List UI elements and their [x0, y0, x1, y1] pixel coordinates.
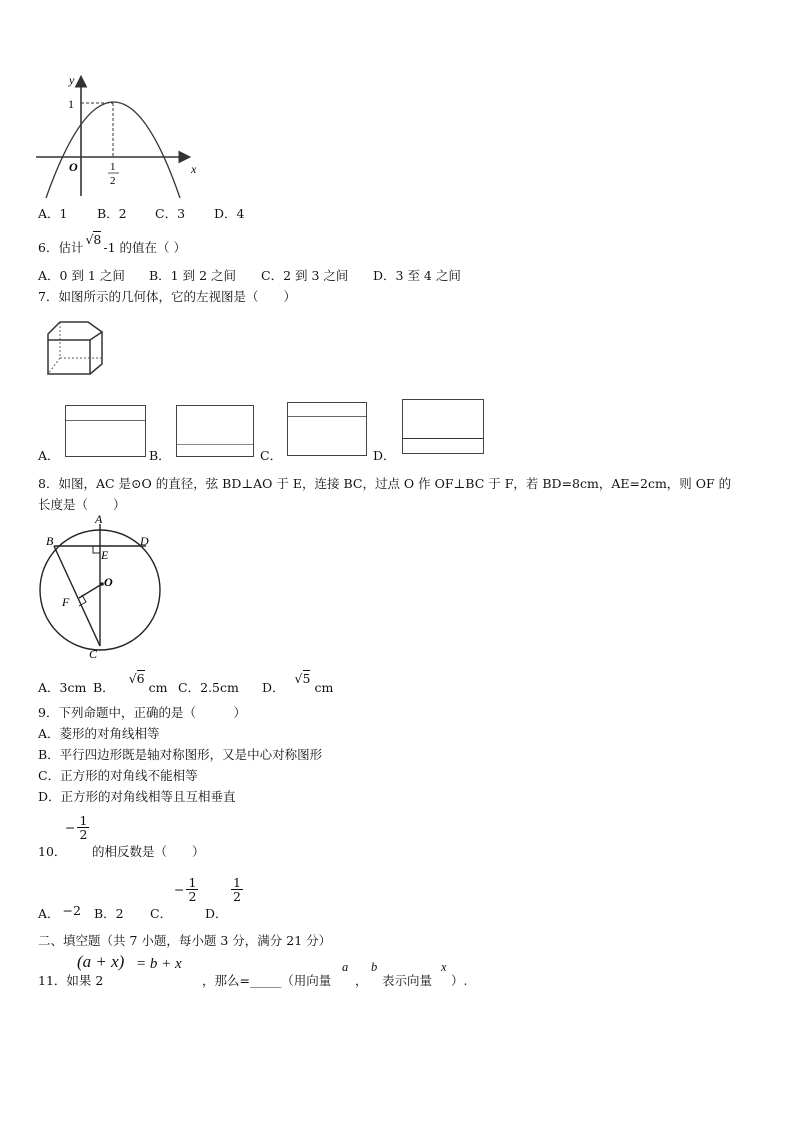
q10-frac-den: 2 — [79, 827, 88, 843]
point-o-label: O — [104, 575, 113, 589]
q11-note-end: ）. — [451, 973, 468, 988]
peak-value-label: 1 — [68, 97, 74, 111]
q9-option-c[interactable]: C．正方形的对角线不能相等 — [38, 768, 198, 783]
q7-stem: 7．如图所示的几何体，它的左视图是（ ） — [38, 289, 296, 304]
q6-stem — [38, 232, 186, 256]
q11-vec-b: b — [371, 960, 378, 974]
q6-option-d[interactable]: D．3 至 4 之间 — [373, 268, 461, 283]
q8-option-d[interactable] — [262, 671, 334, 696]
q10-option-a-label: A． — [38, 906, 60, 921]
q7-option-d[interactable]: D． — [373, 448, 396, 463]
q10-option-d-num: 1 — [233, 875, 241, 890]
q7-option-a-view[interactable] — [65, 405, 146, 457]
q5-option-b[interactable]: B．2 — [97, 206, 127, 221]
q8-option-d-radicand: 5 — [302, 671, 311, 686]
q5-option-c[interactable]: C．3 — [155, 206, 186, 221]
point-f-label: F — [62, 595, 70, 609]
point-d-label: D — [140, 534, 149, 548]
q10-option-c-minus: − — [174, 882, 185, 898]
point-c-label: C — [89, 647, 98, 660]
parabola-graph — [34, 72, 204, 200]
q7-option-c-view[interactable] — [287, 402, 367, 456]
q8-option-d-label: D． — [262, 680, 285, 695]
half-numerator: 1 — [110, 161, 116, 173]
q6-radicand: 8 — [93, 232, 102, 247]
q10-option-d-frac — [231, 876, 243, 903]
q11-sep: ， — [355, 973, 368, 988]
q11-then-text: ，那么= — [202, 973, 250, 988]
q11-note-prefix: （用向量 — [281, 973, 332, 988]
q11-prefix: 11．如果 2 — [38, 973, 104, 988]
q10-stem-suffix: 的相反数是（ ） — [92, 844, 205, 859]
y-axis-label: y — [69, 73, 75, 87]
q8-stem-line2: 长度是（ ） — [38, 497, 126, 512]
q10-option-d-label[interactable]: D． — [205, 906, 228, 921]
q10-option-d-den: 2 — [233, 889, 241, 905]
q8-stem-line1: 8．如图，AC 是⊙O 的直径，弦 BD⊥AO 于 E，连接 BC，过点 O 作 OF⊥BC 于 F，若 BD=8cm，AE=2cm，则 OF 的 — [38, 476, 732, 491]
sqrt-sign-icon: √ — [294, 671, 303, 686]
point-b-label: B — [46, 534, 54, 548]
q6-option-a[interactable]: A．0 到 1 之间 — [38, 268, 125, 283]
q7-option-c-line — [288, 416, 366, 417]
q9-option-d[interactable]: D．正方形的对角线相等且互相垂直 — [38, 789, 236, 804]
q11-note-mid: 表示向量 — [382, 973, 433, 988]
q8-option-d-sqrt — [295, 671, 311, 686]
q8-option-b-sqrt — [129, 671, 145, 686]
q10-option-b[interactable]: B．2 — [94, 906, 124, 921]
q8-option-b[interactable] — [93, 671, 168, 696]
q7-option-a[interactable]: A． — [38, 448, 60, 463]
q8-option-a[interactable]: A．3cm — [38, 680, 87, 695]
q10-number: 10． — [38, 844, 67, 859]
q11-expr-eq: = b + x — [136, 956, 182, 972]
q10-option-d-fraction[interactable] — [231, 876, 243, 903]
q9-option-a[interactable]: A．菱形的对角线相等 — [38, 726, 160, 741]
q8-option-b-unit: cm — [148, 680, 168, 695]
q11-then — [202, 971, 331, 989]
q8-option-b-radicand: 6 — [136, 671, 145, 686]
q10-option-c-den: 2 — [188, 889, 197, 905]
q7-option-b-view[interactable] — [176, 405, 254, 457]
q11-expr-paren: (a + x) — [77, 952, 125, 971]
point-a-label: A — [95, 512, 103, 526]
q7-option-c[interactable]: C． — [260, 448, 283, 463]
q6-stem-suffix: -1 的值在（ ） — [103, 240, 186, 255]
q10-frac — [77, 814, 89, 841]
q8-option-b-label: B． — [93, 680, 115, 695]
q6-option-b[interactable]: B．1 到 2 之间 — [149, 268, 237, 283]
q11-vec-a: a — [342, 960, 349, 974]
q10-option-a-value: −2 — [62, 903, 81, 918]
q5-option-a[interactable]: A．1 — [38, 206, 68, 221]
q6-sqrt — [85, 232, 101, 247]
origin-label: O — [69, 160, 78, 174]
q7-option-d-view[interactable] — [402, 399, 484, 454]
q11-vec-x: x — [441, 960, 447, 974]
q10-option-a[interactable] — [38, 904, 81, 922]
q6-stem-prefix: 6．估计 — [38, 240, 84, 255]
q7-option-d-line — [403, 438, 483, 439]
q7-solid-figure — [40, 318, 106, 378]
section2-heading: 二、填空题（共 7 小题，每小题 3 分，满分 21 分） — [38, 933, 332, 948]
q8-circle-figure — [34, 512, 168, 660]
q8-option-c[interactable]: C．2.5cm — [178, 680, 239, 695]
q7-option-b-line — [177, 444, 253, 445]
q7-option-a-line — [66, 420, 145, 421]
x-axis-label: x — [191, 162, 197, 176]
q8-option-d-unit: cm — [314, 680, 334, 695]
point-e-label: E — [101, 548, 109, 562]
q5-option-d[interactable]: D．4 — [214, 206, 245, 221]
q10-frac-num: 1 — [79, 813, 88, 828]
q11-answer-blank[interactable]: _____ — [249, 973, 282, 988]
q10-option-c-frac — [186, 876, 198, 903]
half-denominator: 2 — [110, 175, 116, 187]
q9-option-b[interactable]: B．平行四边形既是轴对称图形，又是中心对称图形 — [38, 747, 323, 762]
sqrt-sign-icon: √ — [85, 232, 94, 247]
q10-fraction — [65, 814, 89, 841]
sqrt-sign-icon: √ — [128, 671, 137, 686]
q10-option-c-label[interactable]: C． — [150, 906, 173, 921]
q10-option-c-num: 1 — [188, 875, 197, 890]
q7-option-b[interactable]: B． — [149, 448, 171, 463]
q10-option-c-fraction[interactable] — [174, 876, 198, 903]
q9-stem: 9．下列命题中，正确的是（ ） — [38, 705, 246, 720]
q10-minus: − — [65, 820, 76, 836]
q6-option-c[interactable]: C．2 到 3 之间 — [261, 268, 349, 283]
